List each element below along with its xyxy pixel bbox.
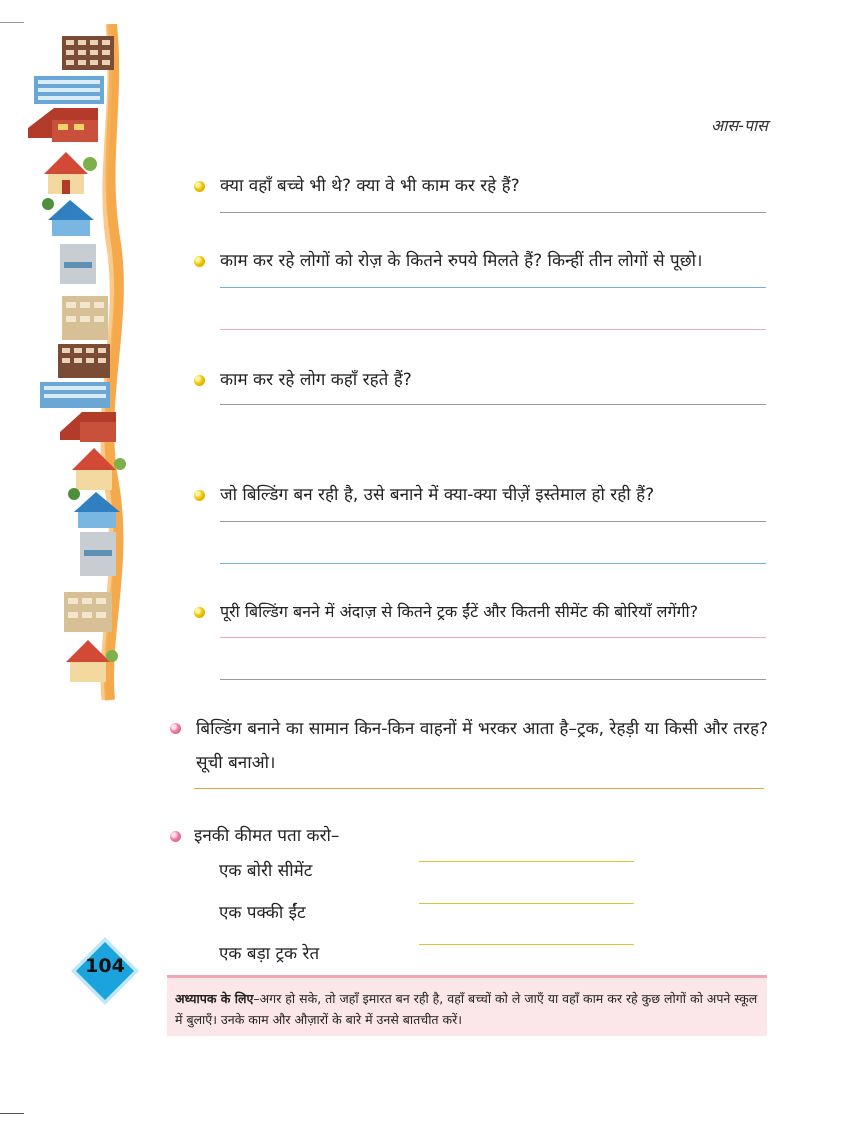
bullet-icon <box>194 256 205 267</box>
decorative-building-strip <box>24 24 130 704</box>
teacher-note <box>167 975 767 1036</box>
price-item-cement: एक बोरी सीमेंट <box>219 861 313 881</box>
answer-line <box>419 861 634 862</box>
chapter-title: आस-पास <box>711 116 768 135</box>
vehicles-question: बिल्डिंग बनाने का सामान किन-किन वाहनों में भरकर आता है–ट्रक, रेहड़ी या किसी और तरह? सूची बनाओ। <box>196 719 768 773</box>
price-item-sand: एक बड़ा ट्रक रेत <box>219 944 320 964</box>
answer-line <box>194 788 764 789</box>
answer-line <box>220 404 766 405</box>
page-number: 104 <box>85 955 125 977</box>
crop-mark-top-left <box>0 22 24 23</box>
answer-line <box>419 903 634 904</box>
bullet-icon <box>194 607 205 618</box>
answer-line <box>220 212 766 213</box>
answer-line <box>220 329 766 330</box>
answer-line <box>220 563 766 564</box>
crop-mark-bottom-left <box>0 1113 24 1114</box>
bullet-icon <box>194 375 205 386</box>
bullet-icon <box>170 831 181 842</box>
teacher-note-body: –अगर हो सके, तो जहाँ इमारत बन रही है, वहाँ बच्चों को ले जाएँ या वहाँ काम कर रहे कुछ लोगों को अपने स्कूल में बुलाएँ। उनके काम और औज़ारों के बारे में उनसे बातचीत करें। <box>175 991 758 1027</box>
answer-line <box>220 521 766 522</box>
question-1: क्या वहाँ बच्चे भी थे? क्या वे भी काम कर रहे हैं? <box>220 176 520 196</box>
question-2: काम कर रहे लोगों को रोज़ के कितने रुपये मिलते हैं? किन्हीं तीन लोगों से पूछो। <box>220 251 703 271</box>
question-5: पूरी बिल्डिंग बनने में अंदाज़ से कितने ट्रक ईंटें और कितनी सीमेंट की बोरियाँ लगेंगी? <box>220 602 699 621</box>
teacher-note-label: अध्यापक के लिए <box>175 991 254 1006</box>
question-4: जो बिल्डिंग बन रही है, उसे बनाने में क्या-क्या चीज़ें इस्तेमाल हो रही हैं? <box>220 485 655 505</box>
answer-line <box>419 944 634 945</box>
teacher-note-text <box>175 988 761 1030</box>
question-3: काम कर रहे लोग कहाँ रहते हैं? <box>220 370 412 390</box>
price-item-brick: एक पक्की ईंट <box>219 903 306 923</box>
answer-line <box>220 679 766 680</box>
bullet-icon <box>194 181 205 192</box>
bullet-icon <box>170 723 181 734</box>
bullet-icon <box>194 490 205 501</box>
answer-line <box>220 637 766 638</box>
prices-intro: इनकी कीमत पता करो– <box>194 826 340 846</box>
answer-line <box>220 287 766 288</box>
